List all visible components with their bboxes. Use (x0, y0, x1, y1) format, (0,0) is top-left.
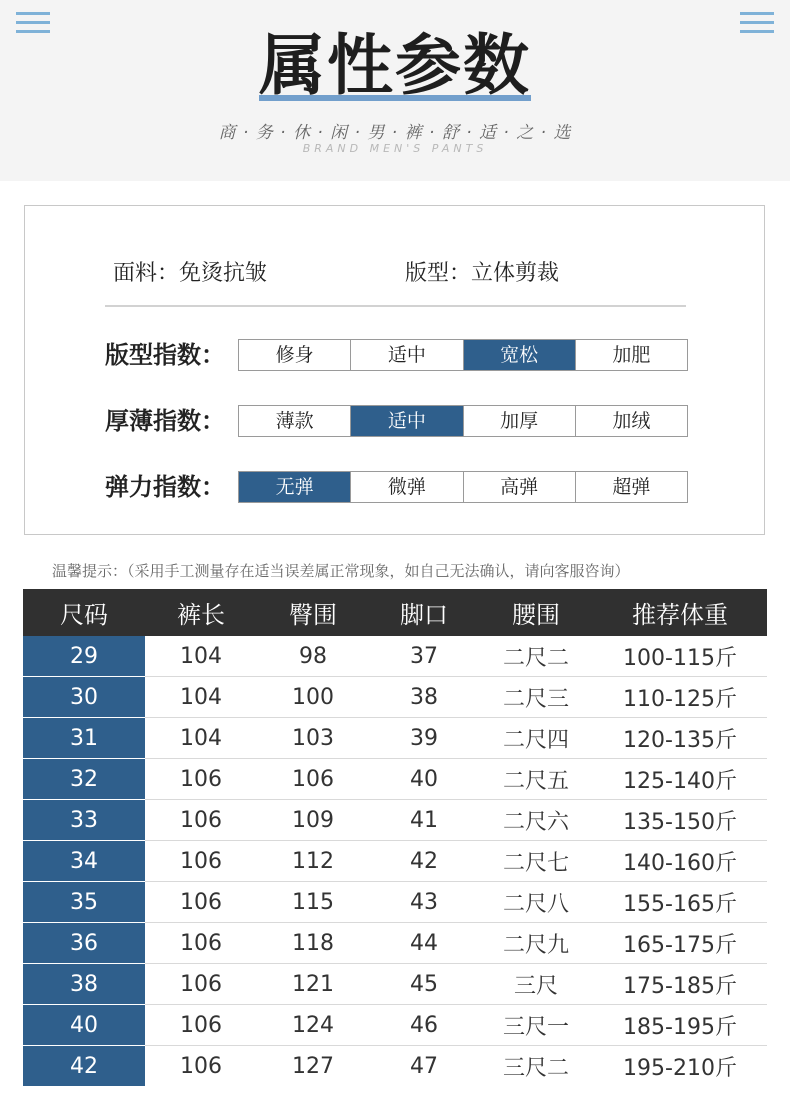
stretch-option-none: 无弹 (239, 472, 351, 502)
table-row (23, 800, 767, 841)
hip-cell: 100 (257, 677, 369, 718)
menu-bar (16, 12, 50, 15)
hip-cell: 127 (257, 1046, 369, 1087)
waist-cell: 三尺二 (479, 1046, 593, 1087)
subtitle: 商 · 务 · 休 · 闲 · 男 · 裤 · 舒 · 适 · 之 · 选 (218, 123, 572, 143)
hip-cell: 124 (257, 1005, 369, 1046)
weight-cell: 165-175斤 (593, 923, 767, 964)
weight-cell: 100-115斤 (593, 636, 767, 677)
waist-cell: 二尺九 (479, 923, 593, 964)
table-row (23, 1005, 767, 1046)
menu-bar (16, 21, 50, 24)
hip-cell: 106 (257, 759, 369, 800)
header-hem: 脚口 (369, 589, 479, 636)
table-row (23, 759, 767, 800)
waist-cell: 二尺六 (479, 800, 593, 841)
table-header-row (23, 589, 767, 636)
attribute-card (24, 205, 765, 535)
hip-cell: 115 (257, 882, 369, 923)
length-cell: 106 (145, 759, 257, 800)
stretch-option-high: 高弹 (464, 472, 576, 502)
hem-cell: 43 (369, 882, 479, 923)
table-row (23, 882, 767, 923)
fit-option-regular: 适中 (351, 340, 463, 370)
divider (105, 305, 686, 307)
fit-option-slim: 修身 (239, 340, 351, 370)
size-table (23, 589, 767, 1086)
waist-cell: 二尺二 (479, 636, 593, 677)
subtitle-english: BRAND MEN'S PANTS (302, 142, 488, 155)
hem-cell: 41 (369, 800, 479, 841)
hip-cell: 121 (257, 964, 369, 1005)
weight-cell: 195-210斤 (593, 1046, 767, 1087)
thickness-index-label: 厚薄指数： (105, 407, 225, 435)
stretch-option-super: 超弹 (576, 472, 687, 502)
header-waist: 腰围 (479, 589, 593, 636)
fabric-info: 面料：免烫抗皱 (113, 261, 268, 286)
size-cell: 32 (23, 759, 145, 800)
size-cell: 33 (23, 800, 145, 841)
page-title (259, 26, 531, 106)
hem-cell: 38 (369, 677, 479, 718)
size-cell: 35 (23, 882, 145, 923)
hip-cell: 112 (257, 841, 369, 882)
size-cell: 31 (23, 718, 145, 759)
menu-bar (740, 21, 774, 24)
size-cell: 29 (23, 636, 145, 677)
fit-option-loose: 宽松 (464, 340, 576, 370)
length-cell: 106 (145, 1005, 257, 1046)
table-row (23, 1046, 767, 1087)
fit-index-options (238, 339, 688, 371)
header-hip: 臀围 (257, 589, 369, 636)
waist-cell: 二尺八 (479, 882, 593, 923)
stretch-index-options (238, 471, 688, 503)
hem-cell: 40 (369, 759, 479, 800)
stretch-option-slight: 微弹 (351, 472, 463, 502)
size-cell: 34 (23, 841, 145, 882)
length-cell: 106 (145, 923, 257, 964)
thickness-index-options (238, 405, 688, 437)
waist-cell: 二尺五 (479, 759, 593, 800)
length-cell: 104 (145, 718, 257, 759)
table-row (23, 636, 767, 677)
fit-option-plus: 加肥 (576, 340, 687, 370)
hip-cell: 109 (257, 800, 369, 841)
header-weight: 推荐体重 (593, 589, 767, 636)
weight-cell: 110-125斤 (593, 677, 767, 718)
length-cell: 106 (145, 1046, 257, 1087)
size-cell: 40 (23, 1005, 145, 1046)
length-cell: 106 (145, 841, 257, 882)
fit-index-label: 版型指数： (105, 341, 225, 369)
hem-cell: 47 (369, 1046, 479, 1087)
waist-cell: 二尺三 (479, 677, 593, 718)
thickness-option-medium: 适中 (351, 406, 463, 436)
waist-cell: 三尺 (479, 964, 593, 1005)
size-cell: 36 (23, 923, 145, 964)
hem-cell: 44 (369, 923, 479, 964)
hip-cell: 103 (257, 718, 369, 759)
measurement-note: 温馨提示：（采用手工测量存在适当误差属正常现象，如自己无法确认，请向客服咨询） (52, 562, 630, 580)
thickness-option-thick: 加厚 (464, 406, 576, 436)
thickness-option-fleece: 加绒 (576, 406, 687, 436)
weight-cell: 140-160斤 (593, 841, 767, 882)
hip-cell: 98 (257, 636, 369, 677)
size-cell: 30 (23, 677, 145, 718)
title-wrap (0, 26, 790, 106)
length-cell: 104 (145, 636, 257, 677)
hem-cell: 46 (369, 1005, 479, 1046)
stretch-index-label: 弹力指数： (105, 473, 225, 501)
header-size: 尺码 (23, 589, 145, 636)
hem-cell: 39 (369, 718, 479, 759)
size-cell: 38 (23, 964, 145, 1005)
table-row (23, 923, 767, 964)
length-cell: 106 (145, 800, 257, 841)
hip-cell: 118 (257, 923, 369, 964)
weight-cell: 155-165斤 (593, 882, 767, 923)
thickness-option-thin: 薄款 (239, 406, 351, 436)
hem-cell: 42 (369, 841, 479, 882)
table-row (23, 677, 767, 718)
table-body (23, 636, 767, 1086)
size-cell: 42 (23, 1046, 145, 1087)
menu-bar (740, 12, 774, 15)
waist-cell: 二尺四 (479, 718, 593, 759)
style-type-info: 版型：立体剪裁 (405, 261, 560, 286)
header-length: 裤长 (145, 589, 257, 636)
weight-cell: 125-140斤 (593, 759, 767, 800)
length-cell: 104 (145, 677, 257, 718)
table-row (23, 718, 767, 759)
length-cell: 106 (145, 882, 257, 923)
page-title-text: 属性参数 (259, 27, 531, 104)
weight-cell: 135-150斤 (593, 800, 767, 841)
waist-cell: 二尺七 (479, 841, 593, 882)
table-row (23, 964, 767, 1005)
weight-cell: 120-135斤 (593, 718, 767, 759)
hem-cell: 37 (369, 636, 479, 677)
header-band (0, 0, 790, 181)
weight-cell: 185-195斤 (593, 1005, 767, 1046)
hem-cell: 45 (369, 964, 479, 1005)
table-row (23, 841, 767, 882)
waist-cell: 三尺一 (479, 1005, 593, 1046)
weight-cell: 175-185斤 (593, 964, 767, 1005)
length-cell: 106 (145, 964, 257, 1005)
